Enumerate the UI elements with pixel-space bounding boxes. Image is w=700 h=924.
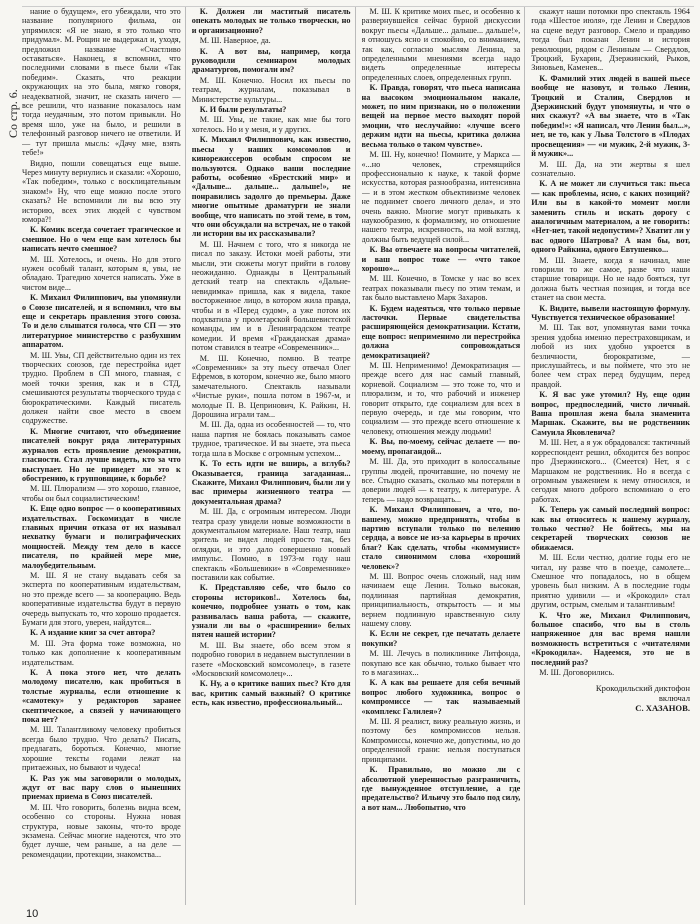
interview-answer: нание о будущем», его убеждали, что это название популярного фильма, он упрямился: «Я не знаю, я это только что придумал». М. Рощин не выдержал и, уходя, предложил название «Счастливо оставаться». Наконец, я вспомнил, что последними словами в пьесе были «Так победим». Сказать, что реакции окружающих на это была, мягко говоря, неадекватной, значит, не сказать ничего — все решили, что название показалось нам тогда неудачным, это потом привыкли. Но время шло, уже на было, и решили в телефонный разговор ничего не ответили. И — тут пришла мысль: «Дачу мне, взять тебе!» bbox=[22, 7, 181, 158]
interview-question: К. Я вас уже утомил? Ну, еще один вопрос, предпоследний, чисто личный. Ваша прошлая жена была знаменита Маршак. Скажите, вы не родственник Самуила Яковлевича? bbox=[531, 390, 690, 437]
interview-answer: М. Ш. Начнем с того, что я никогда не писал по заказу. Истоки моей работы, эти мысли, эти сюжеты могут прийти в голову неожиданно. Однажды в Центральный детский театр на спектакль «Дальне-невидимка» пришла, как я видела, такое восторженное лицо, в котором жила правда, чтобы и в «Перед судом», а уже потом их подхватила у пролетарской большевистской команды, им и в Ленинградском театре комедии. И время «Гражданская драма» потом ставился в театре «Современник»... bbox=[191, 239, 351, 353]
interview-answer: М. Ш. Конечно, помню. В театре «Современник» за эту пьесу отвечал Олег Ефремов, в котором, конечно же, было много замечательного. Спектакль называли «Чистые руки», пошла потом в 1967-м, и молодые П. В. Цепринович, К. Райкин, Н. Дорошина играли там... bbox=[191, 353, 351, 420]
interview-question: К. Комик всегда сочетает трагическое и смешное. Но о чем еще вам хотелось бы написать нечто смешное? bbox=[22, 225, 181, 254]
interview-question: К. Должен ли маститый писатель опекать молодых не только творчески, но и организационно? bbox=[191, 7, 351, 35]
interview-question: К. Вы, по-моему, сейчас делаете — по-моему, пропагандой... bbox=[361, 437, 521, 456]
interview-question: К. Многие считают, что объединение писателей вокруг ряда литературных журналов есть проявление демократии, гласности. Стал лучше видеть, кто за что выступает. Но не приведет ли это к обострению, к групповщине, к борьбе? bbox=[22, 426, 181, 483]
interview-question: К. Видите, вывели настоящую формулу. Чувствуется техническое образование! bbox=[531, 303, 690, 322]
interview-answer: М. Ш. Что говорить, болезнь видна всем, особенно со стороны. Нужна новая структура, новые законы, что-то вроде экзамена. Сейчас многие надеются, что это будет лучше, чем раньше, а на деле — рекомендации, протекции, знакомства... bbox=[22, 802, 181, 859]
interview-answer: М. Ш. Да, на эти жертвы я шел сознательно. bbox=[531, 159, 690, 178]
interview-question: К. Правда, говорят, что пьеса написана на высоком эмоциональном накале, может, по ним признаки, но о положении вещей на первое место выходят порой эмоции, что неслучайно: «лучше всего держим идти на пьесы, критика должна весьма только о таком чувстве». bbox=[361, 83, 521, 149]
interview-question: К. Теперь уж самый последний вопрос: как вы относитесь к нашему журналу, только честно? Не бойтесь, мы на секретарей творческих союзов не обижаемся. bbox=[531, 505, 690, 552]
interview-answer: М. Ш. Увы, СП действительно один из тех творческих союзов, где перестройка идет трудно. Проблем в СП много, главная, с моей точки зрения, как и в СТД, смешиваются результаты творческого труда с бюрократическими. Каждый писатель должен найти свое место в своем содружестве. bbox=[22, 350, 181, 426]
interview-question: К. Ну, а о критике ваших пьес? Кто для вас, критик самый важный? О критике есть, как известно, профессиональный... bbox=[191, 679, 351, 708]
column-1 bbox=[22, 7, 186, 905]
interview-question: К. Раз уж мы заговорили о молодых, ждут от вас пару слов о нынешних приемах приема в Союз писателей. bbox=[22, 773, 181, 802]
interview-question: К. Вы отвечаете на вопросы читателей, и ваш вопрос тоже — «что такое хорошо»... bbox=[361, 245, 521, 273]
interview-answer: М. Ш. Договорились. bbox=[539, 668, 615, 678]
interview-answer: М. Ш. Плюрализм — это хорошо, главное, чтобы он был социалистическим! bbox=[22, 484, 181, 503]
interview-question: К. А как вы решаете для себя вечный вопрос любого художника, вопрос о компромиссе — так называемый «комплекс Галилея»? bbox=[361, 678, 521, 716]
interview-answer: М. Ш. Я не стану выдавать себя за эксперта по кооперативным издательствам, но это прежде всего — за кооперацию. Ведь кооперативные издательства будут в первую очередь выпускать то, что хорошо продается. Бумаги для этого, уверен, найдутся... bbox=[22, 570, 181, 627]
interview-answer: М. Ш. Так вот, упомянутая вами точка зрения удобна именно перестраховщикам, и любой из них удобно укроется в безличности, бюрократизме, — прислушайтесь, и вы поймете, что это не более чем страх перед будущим, перед правдой. bbox=[531, 323, 690, 389]
signature-line-1: Крокодильский диктофон bbox=[595, 683, 690, 694]
interview-answer: М. Ш. Неприменимо! Демократизация — прежде всего для нас самый главный, корневой. Социализм — это тоже то, что и плюрализм, и то, что рабочий и инженер говорит открыто, где социализм для всех в первую очередь, и где мы говорим, что социализм — это прежде всего отношение к человеку, отношения между людьми! bbox=[361, 361, 521, 436]
interview-question: К. А вот вы, например, когда руководили семинаром молодых драматургов, помогали им? bbox=[191, 46, 351, 75]
interview-answer: М. Ш. Лечусь в поликлинике Литфонда, покупаю все как обычно, только бывает что то в магазинах... bbox=[361, 649, 521, 678]
interview-answer: М. Ш. Увы, не такие, как мне бы того хотелось. Но и у меня, и у других. bbox=[191, 115, 351, 134]
interview-answer: скажут наши потомки про спектакль 1964 года «Шестое июля», где Ленин и Свердлов на сцене ведут разговор. Смело и правдиво тогда был показан Ленин и история революции, рядом с Лениным — Свердлов, Троцкий, Бухарин, Дзержинский, Рыков, Зиновьев, Каменев... bbox=[531, 7, 690, 73]
interview-question: К. Будем надеяться, что только первые ласточки. Первые свидетельства расширяющейся демократизации. Кстати, еще вопрос: неприменимо ли перестройка должна сопровождаться демократизацией? bbox=[361, 303, 521, 360]
interview-question: К. А пока этого нет, что делать молодому писателю, как пробиться в толстые журналы, если отношение к «самотеку» у редакторов заранее скептическое, а связей у начинающего пока нет? bbox=[22, 668, 181, 725]
interview-answer: М. Ш. Да, это приходит в колоссальные группы людей, прочитавшие, но почему не все. Стыдно сказать, сколько мы потеряли в доверии людей — к театру, к литературе. А теперь — надо возвращать... bbox=[361, 457, 521, 504]
interview-answer: М. Ш. Вы знаете, обо всем этом я подробно говорил в недавнем выступлении в газете «Московский комсомолец», в газете «Московский комсомолец»... bbox=[191, 640, 351, 679]
interview-question: К. Фамилий этих людей в вашей пьесе вообще не назовут, и только Ленин, Троцкий и Сталин, Свердлов и Дзержинский будут упомянуты, и что о них скажут? «А вы знаете, что в «Так победим!»: «Я написал, что Ленин был...», нет, не то, как у Льва Толстого в «Плодах просвещения» — «и мужик, 2-й мужик, 3-й мужик»... bbox=[531, 73, 690, 159]
interview-answer: М. Ш. Знаете, когда я начинал, мне говорили то же самое, разве что наши старшие товарищи. Но не надо бояться, тут должна быть честная позиция, и тогда все станет на свои места. bbox=[531, 255, 690, 303]
column-2 bbox=[192, 7, 356, 905]
interview-question: К. Правильно, но можно ли с абсолютной уверенностью разграничить, где вынужденное отступление, а где предательство? Ильичу это было под силу, а вот нам... Любопытно, что bbox=[361, 765, 521, 812]
continued-from-label: Со стр. 6. bbox=[6, 89, 20, 138]
interview-answer: Видно, пошли совещаться еще выше. Через минуту вернулись и сказали: «Хорошо, «Так победим», только с восклицательным знаком!» Ну, что еще можно после этого сказать? Не вспомнили ли вы всю эту историю, всех этих людей с чувством юмора?! bbox=[22, 158, 181, 224]
interview-question: К. Если не секрет, где печатать делаете покупки? bbox=[361, 629, 521, 648]
interview-answer: М. Ш. Талантливому человеку пробиться всегда было трудно. Что делать? Писать, предлагать, бороться. Конечно, многие хорошие тексты годами лежат на притаежных, но бывают и чудеса! bbox=[22, 725, 181, 773]
interview-question: К. И были результаты? bbox=[199, 105, 287, 115]
interview-answer: М. Ш. Конечно, в Томске у нас во всех театрах показывали пьесу по этим темам, и так было выставлено Марк Захаров. bbox=[361, 274, 521, 303]
author-name: С. ХАЗАНОВ. bbox=[635, 703, 690, 714]
interview-answer: М. Ш. Нет, а я уж обрадовался: тактичный корреспондент решил, обходится без вопрос про Дзержинского... (Смеется) Нет, я с Маршаком не родственник. Но я всегда с огромным уважением к нему относился, и сегодня много доброго вспоминаю о его работах. bbox=[531, 438, 690, 504]
signature-block bbox=[531, 683, 690, 713]
interview-answer: М. Ш. Вопрос очень сложный, над ним начинаем еще Ленин. Только высокая, подлинная партийная демократия, принципиальность, открытость — и мы вернем подлинную нравственную силу нашему слову. bbox=[361, 571, 521, 628]
interview-question: К. То есть идти не вширь, а вглубь? Оказывается, граница загаданная... Скажите, Михаил Филиппович, были ли у вас примеры жизненного театра — документальная драма? bbox=[191, 459, 351, 506]
interview-answer: М. Ш. Если честно, долгие годы его не читал, ну разве что в поезде, самолете... Смешное что попадалось, но в общем уровень был низким. А в последние годы приятно удивили — и «Крокодил» стал другим, острым, смелым и талантливым! bbox=[531, 553, 690, 610]
interview-question: К. Представляю себе, что было со стороны историков!.. Хотелось бы, конечно, подробнее узнать о том, как развивалась ваша работа, — скажите, узнали ли вы о «расширении» белых пятен нашей истории? bbox=[191, 583, 351, 640]
interview-answer: М. Ш. Конечно. Носил их пьесы по театрам, журналам, показывал в Министерстве культуры... bbox=[191, 75, 351, 104]
interview-answer: М. Ш. К критике моих пьес, и особенно к развернувшейся сейчас бурной дискуссии вокруг пьесы «Дальше... дальше... дальше!», я отношусь ясно и спокойно, со вниманием, так как, согласно мыслям Ленина, за определенными мнениями всегда надо видеть определенные интересы определенных слоев, определенных групп. bbox=[361, 7, 521, 82]
interview-question: К. Михаил Филиппович, вы упомянули о Союзе писателей, и я вспомнил, что вы еще и секретарь правления этого союза. То и дело слышатся голоса, что СП — это литературное министерство с разбухшим аппаратом. bbox=[22, 293, 181, 350]
interview-answer: М. Ш. Ну, конечно! Помните, у Маркса — «...но человек, стремящийся профессионально к науке, к такой форме искусства, которая разнообразна, интенсивна — и в этом жестком объективизме человек не поднимет своего личного дела», и это очень важно. Многие могут привыкать к наукообразию, к формализму, но отношение нашего театра, искренность, на мой взгляд, должны быть ведущей силой... bbox=[361, 150, 521, 244]
page-number: 10 bbox=[26, 908, 39, 920]
interview-answer: М. Ш. Да, одна из особенностей — то, что наша партия не боялась показывать самое трудное, трагическое. И вы знаете, эта пьеса тогда шла в Москве с огромным успехом... bbox=[191, 420, 351, 458]
interview-question: К. Михаил Филиппович, а что, по-вашему, можно предпринять, чтобы в партию вступали только по велению сердца, а вовсе не из-за карьеры в прочих благ? Как сделать, чтобы «коммунист» стало синонимом слова «хороший человек»? bbox=[361, 505, 521, 571]
interview-question: К. Михаил Филиппович, как известно, пьесы у наших комсомолов и кинорежиссеров особым спросом не пользуются. Однако ваши последние работы, особенно «Брестский мир» и «Дальше... дальше... дальше!», не понравились задолго до премьеры. Даже многие опытные драматурги не знали вообще, что написать по этой теме, в том, что они обсуждали на встречах, не о такой ли истории вы их рассказывали? bbox=[191, 135, 351, 239]
interview-answer: М. Ш. Наверное, да. bbox=[199, 36, 271, 46]
column-3 bbox=[362, 7, 526, 905]
interview-question: К. Что же, Михаил Филиппович, большое спасибо, что вы в столь напряженное для вас время нашли возможность встретиться с «читателями «Крокодила». Надеемся, это не в последний раз? bbox=[531, 610, 690, 667]
interview-question: К. А не может ли случиться так: пьеса — как проблемы, ясно, с каких позиций? Или вы в какой-то момент могли заменить стиль и искать дорогу с аналогичным материалом, а не говорить: «Нет-нет, такой недопустим»? Хватит ли у вас одного Шатрова? А нам бы, вот, одного Райкина, одного Евтушенко... bbox=[531, 179, 690, 255]
interview-question: К. А издание книг за счет автора? bbox=[30, 628, 156, 638]
interview-answer: М. Ш. Да, с огромным интересом. Люди театра сразу увидели новые возможности в документальном материале. Наш театр, наш зритель не видел людей просто так, без оглядки, и это дало совершенно новый импульс. Помню, в 1973-м году наш спектакль «Большевики» в «Современнике» поставили как событие. bbox=[191, 507, 351, 582]
signature-line-2: включал bbox=[658, 693, 690, 704]
column-4 bbox=[531, 7, 694, 905]
interview-answer: М. Ш. Хотелось, и очень. Но для этого нужен особый талант, которым я, увы, не обладаю. Трагедию хочется написать. Уже в чистом виде... bbox=[22, 254, 181, 292]
interview-question: К. Еще одно вопрос — о кооперативных издательствах. Госкомиздат в числе главных причин отказа от их называл нехватку бумаги и полиграфических мощностей. Между тем дело в кассе писателя, по крайней мере мне, малоубедительным. bbox=[22, 504, 181, 570]
interview-answer: М. Ш. Эта форма тоже возможна, но только как дополнение к кооперативным издательствам. bbox=[22, 638, 181, 667]
interview-answer: М. Ш. Я реалист, вижу реальную жизнь, и поэтому без компромиссов нельзя. Компромиссы, конечно же, допустимы, но до определенной грани: нельзя поступаться принципами. bbox=[361, 717, 521, 764]
article-body bbox=[22, 6, 694, 905]
